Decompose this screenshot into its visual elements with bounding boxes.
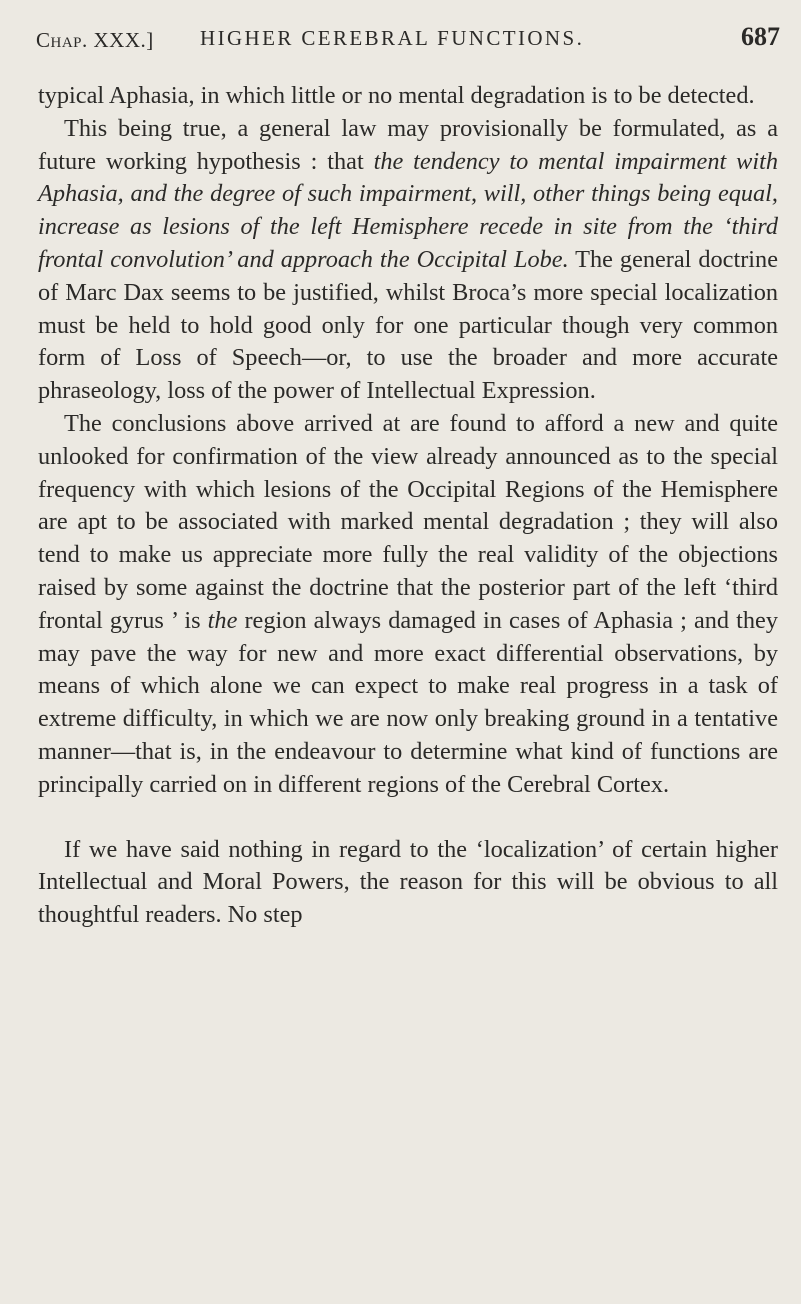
paragraph-2-italic-law: the tendency to mental impairment with Aphasia, and the degree of such impairment, will, other things being equal, increase as lesions of the left Hemisphere recede in site from the ‘third frontal convolution’ and approach the Occipital Lobe. [38, 147, 778, 273]
paragraph-3-part-a: The conclusions above arrived at are found to afford a new and quite unlooked for confirmation of the view already announced as to the special frequency with which lesions of the Occipital Regions of the Hemisphere are apt to be associated with marked mental degradation ; they will also tend to make us appreciate more fully the real validity of the objections raised by some against the doctrine that the posterior part of the left ‘third frontal gyrus ’ is [38, 409, 778, 634]
paragraph-2-rest: The general doctrine of Marc Dax seems to be justified, whilst Broca’s more special localization must be held to hold good only for one particular though very common form of Loss of Speech—or, to use the broader and more accurate phraseology, loss of the power of Intellectual Expression. [38, 245, 778, 405]
page-number: 687 [741, 22, 780, 51]
paragraph-2-intro: This being true, a general law may provisionally be formulated, as a future working hypothesis : that [38, 114, 778, 175]
paragraph-4 [38, 834, 778, 932]
paragraph-3-part-b: region always damaged in cases of Aphasia ; and they may pave the way for new and more exact differential observations, by means of which alone we can expect to make real progress in a task of extreme difficulty, in which we are now only breaking ground in a tentative manner—that is, in the endeavour to determine what kind of functions are principally carried on in different regions of the Cerebral Cortex. [38, 606, 778, 798]
body-text [38, 80, 778, 932]
paragraph-3 [38, 408, 778, 802]
paragraph-1 [38, 80, 778, 113]
running-head-title: HIGHER CEREBRAL FUNCTIONS. [200, 26, 585, 50]
paragraph-3-italic-the: the [207, 606, 238, 634]
paragraph-1-text: typical Aphasia, in which little or no mental degradation is to be detected. [38, 82, 755, 109]
paragraph-4-text: If we have said nothing in regard to the ‘localization’ of certain higher Intellectual and Moral Powers, the reason for this will be obvious to all thoughtful readers. No step [38, 835, 778, 929]
running-head [36, 22, 782, 62]
paragraph-2 [38, 113, 778, 408]
chapter-label: Chap. XXX.] [36, 28, 154, 52]
